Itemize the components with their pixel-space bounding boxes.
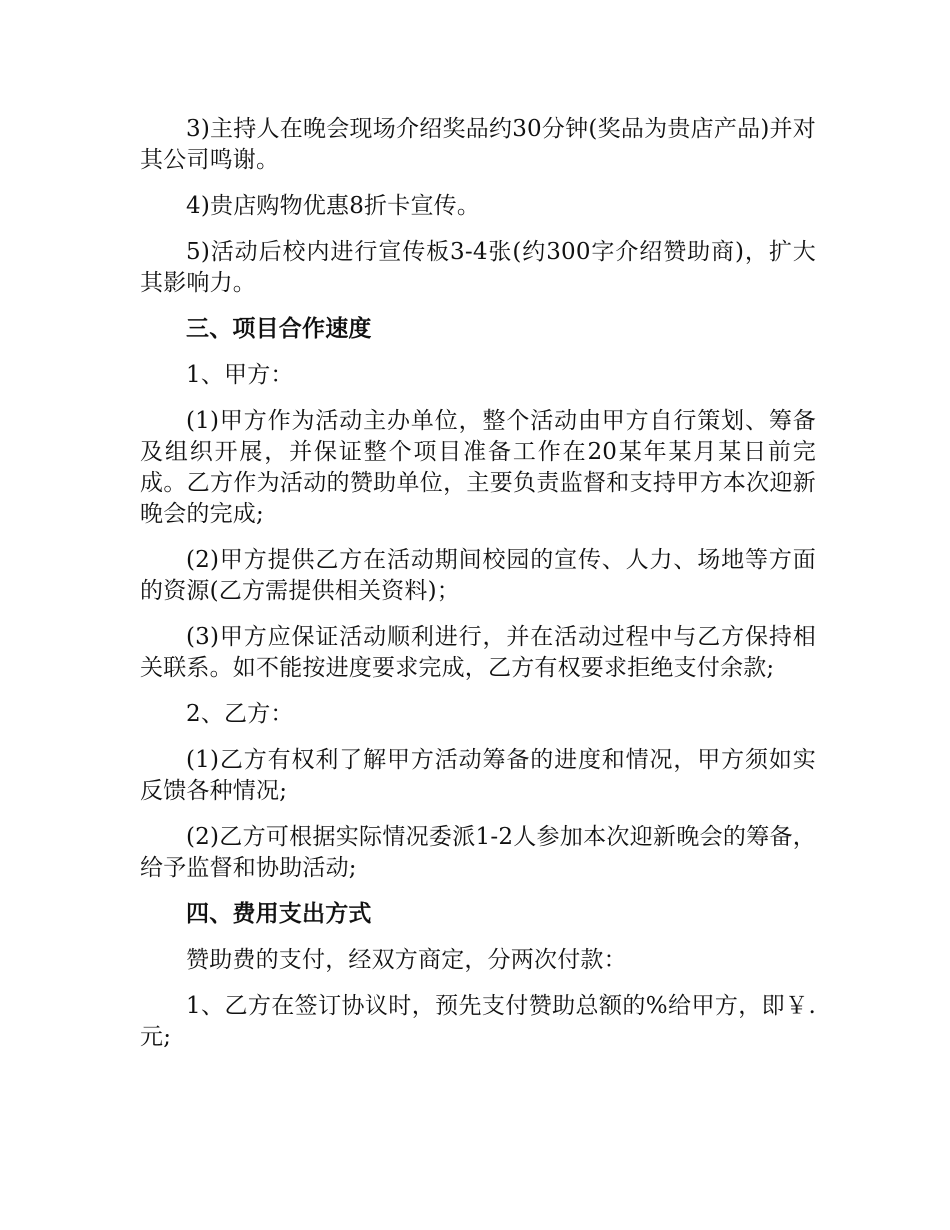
subheading-party-b: 2、乙方： <box>186 701 294 727</box>
party-a-clause-1: (1)甲方作为活动主办单位，整个活动由甲方自行策划、筹备及组织开展，并保证整个项目准备工作在20某年某月某日前完成。乙方作为活动的赞助单位，主要负责监督和支持甲方本次迎新晚会的完成; <box>140 408 816 527</box>
section-heading-cooperation: 三、项目合作速度 <box>186 316 372 342</box>
payment-clause-1: 1、乙方在签订协议时，预先支付赞助总额的%给甲方，即￥.元; <box>140 993 816 1050</box>
list-item-discount-card: 4)贵店购物优惠8折卡宣传。 <box>186 193 481 219</box>
subheading-party-a: 1、甲方： <box>186 362 294 388</box>
party-a-clause-3: (3)甲方应保证活动顺利进行，并在活动过程中与乙方保持相关联系。如不能按进度要求完成，乙方有权要求拒绝支付余款; <box>140 624 816 681</box>
payment-intro: 赞助费的支付，经双方商定，分两次付款： <box>186 947 627 973</box>
section-heading-payment: 四、费用支出方式 <box>186 901 372 927</box>
list-item-promo-boards: 5)活动后校内进行宣传板3-4张(约300字介绍赞助商)，扩大其影响力。 <box>140 239 816 296</box>
party-b-clause-1: (1)乙方有权利了解甲方活动筹备的进度和情况，甲方须如实反馈各种情况; <box>140 747 816 804</box>
party-a-clause-2: (2)甲方提供乙方在活动期间校园的宣传、人力、场地等方面的资源(乙方需提供相关资料)； <box>140 547 816 604</box>
document-body <box>140 114 816 1068</box>
list-item-host-intro: 3)主持人在晚会现场介绍奖品约30分钟(奖品为贵店产品)并对其公司鸣谢。 <box>140 116 816 173</box>
party-b-clause-2: (2)乙方可根据实际情况委派1-2人参加本次迎新晚会的筹备，给予监督和协助活动; <box>140 824 816 881</box>
